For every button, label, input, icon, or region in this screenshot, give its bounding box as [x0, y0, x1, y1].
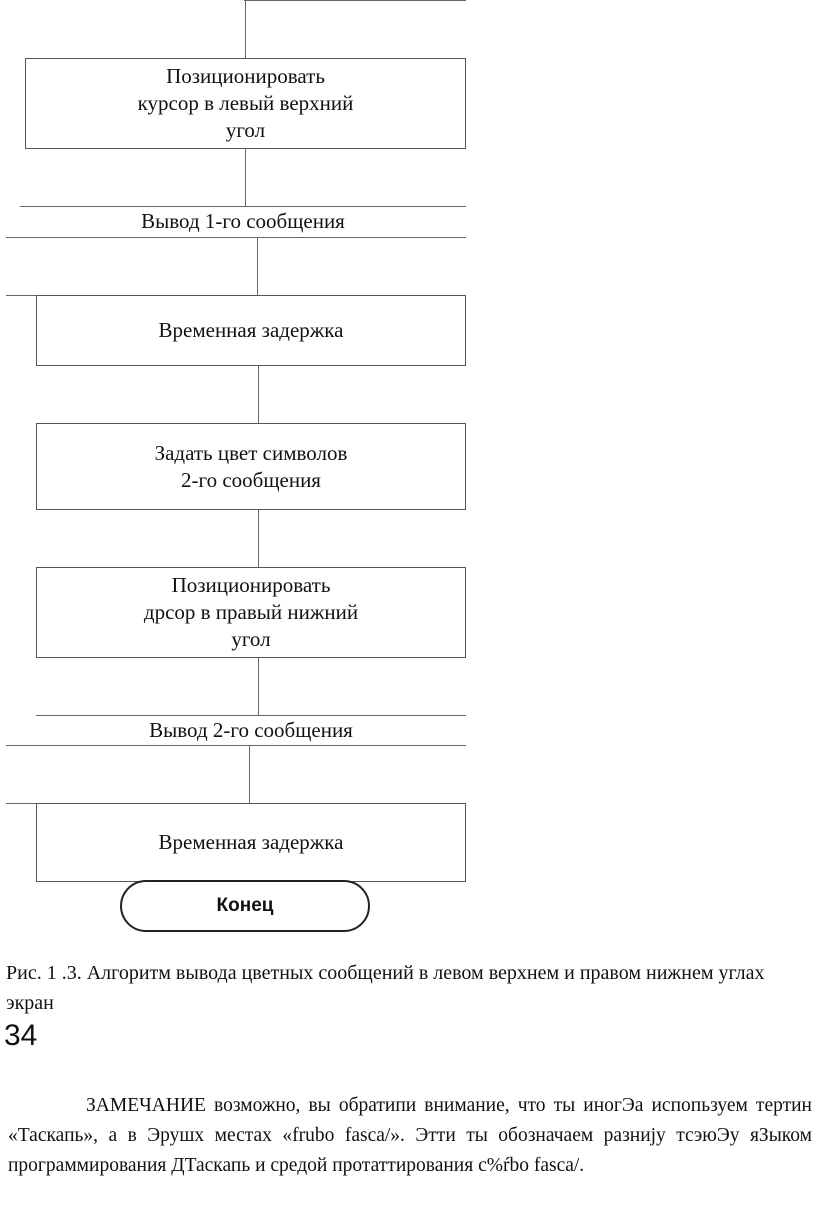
connector-line: [245, 0, 246, 58]
flow-block-label: Временная задержка: [158, 830, 344, 854]
output-block-bottom-line: [6, 237, 466, 238]
page-number: 34: [4, 1019, 38, 1052]
connector-line: [245, 148, 246, 206]
flow-block-position-bottom-right: [36, 567, 466, 658]
flow-block-set-color: [36, 423, 466, 510]
connector-line: [249, 745, 250, 803]
flow-terminal-end: [120, 880, 370, 932]
output-block-top-line: [36, 715, 466, 716]
output-block-second-message: Вывод 2-го сообщения: [149, 718, 353, 742]
connector-line: [258, 509, 259, 567]
delay-block-left-extension: [6, 803, 38, 804]
top-edge-line: [244, 0, 466, 1]
output-block-first-message: Вывод 1-го сообщения: [141, 209, 345, 233]
terminal-label: Конец: [216, 895, 274, 916]
connector-line: [258, 365, 259, 423]
delay-block-left-extension: [6, 295, 38, 296]
connector-line: [258, 657, 259, 715]
output-block-bottom-line: [6, 745, 466, 746]
connector-line: [257, 237, 258, 295]
flow-block-label: Позиционировать курсор в левый верхний угол: [137, 64, 354, 142]
body-paragraph: ЗАМЕЧАНИЕ возможно, вы обратипи внимание, что ты иногЭа испопьзуем тертин «Таскапь», а в Эрушх местах «frubo fasca/». Этти ты обозначаем разнију тсэюЭу яЗыком программирования ДТаскапь и средой протаттирования с%ŕbo fasca/.: [8, 1095, 812, 1176]
output-block-top-line: [20, 206, 466, 207]
flow-block-delay-2: [36, 803, 466, 882]
flow-block-label: Позиционировать дрсор в правый нижний угол: [143, 573, 359, 651]
figure-caption: Рис. 1 .3. Алгоритм вывода цветных сообщений в левом верхнем и правом нижнем углах экран: [6, 962, 765, 1014]
flow-block-label: Задать цвет символов 2-го сообщения: [154, 440, 348, 492]
flow-block-delay-1: [36, 295, 466, 366]
flow-block-position-top-left: [25, 58, 466, 149]
flow-block-label: Временная задержка: [158, 318, 344, 342]
